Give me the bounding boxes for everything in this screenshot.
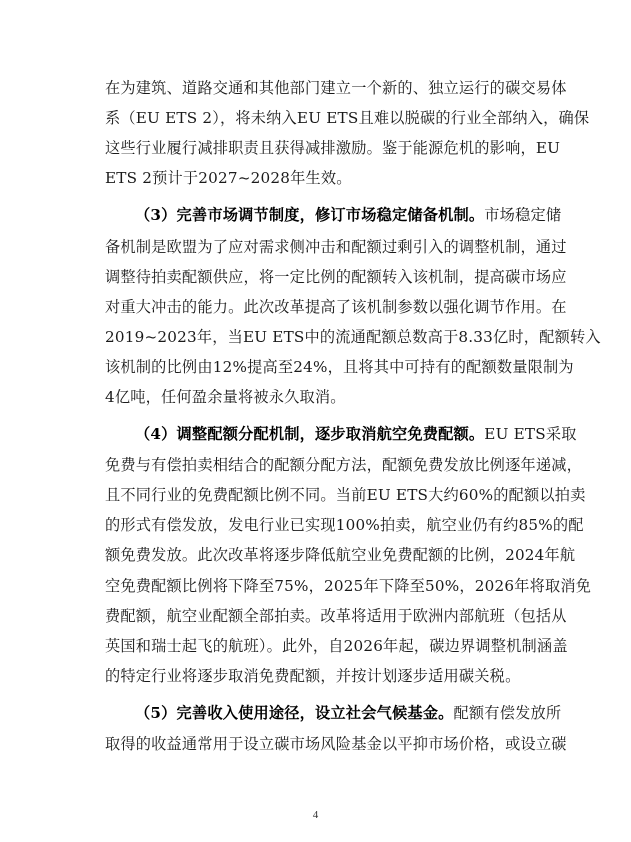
section-heading-4: （4）调整配额分配机制，逐步取消航空免费配额。 [135,425,485,443]
body-line: 的形式有偿发放，发电行业已实现100%拍卖，航空业仍有约85%的配 [105,516,584,534]
body-line: ETS 2预计于2027~2028年生效。 [105,169,352,187]
body-line: 系（EU ETS 2），将未纳入EU ETS且难以脱碳的行业全部纳入，确保 [105,109,590,127]
body-line: 费配额，航空业配额全部拍卖。改革将适用于欧洲内部航班（包括从 [105,607,567,625]
body-line: 空免费配额比例将下降至75%，2025年下降至50%，2026年将取消免 [105,577,592,595]
body-text: EU ETS采取 [484,425,577,443]
body-line: 的特定行业将逐步取消免费配额，并按计划逐步适用碳关税。 [105,667,521,685]
section-heading-3: （3）完善市场调节制度，修订市场稳定储备机制。 [135,206,485,224]
body-line: 4亿吨，任何盈余量将被永久取消。 [105,388,346,406]
section-heading-5: （5）完善收入使用途径，设立社会气候基金。 [135,704,454,722]
body-line: 额免费发放。此次改革将逐步降低航空业免费配额的比例，2024年航 [105,546,576,564]
body-line: 2019~2023年，当EU ETS中的流通配额总数高于8.33亿时，配额转入 [105,328,601,346]
body-line: 这些行业履行减排职责且获得减排激励。鉴于能源危机的影响，EU [105,139,561,157]
body-text: 市场稳定储 [484,206,562,224]
body-line: 免费与有偿拍卖相结合的配额分配方法，配额免费发放比例逐年递减， [105,456,583,474]
paragraph-4-first-line [135,424,577,444]
body-line: 对重大冲击的能力。此次改革提高了该机制参数以强化调节作用。在 [105,298,567,316]
paragraph-3-first-line [135,205,562,225]
body-line: 英国和瑞士起飞的航班）。此外，自2026年起，碳边界调整机制涵盖 [105,637,568,655]
body-line: 取得的收益通常用于设立碳市场风险基金以平抑市场价格，或设立碳 [105,735,567,753]
page-number: 4 [312,809,319,821]
body-text: 配额有偿发放所 [453,704,562,722]
paragraph-5-first-line [135,703,562,723]
body-line: 在为建筑、道路交通和其他部门建立一个新的、独立运行的碳交易体 [105,79,567,97]
body-line: 调整待拍卖配额供应，将一定比例的配额转入该机制，提高碳市场应 [105,268,567,286]
body-line: 备机制是欧盟为了应对需求侧冲击和配额过剩引入的调整机制，通过 [105,238,567,256]
body-line: 且不同行业的免费配额比例不同。当前EU ETS大约60%的配额以拍卖 [105,486,586,504]
body-line: 该机制的比例由12%提高至24%，且将其中可持有的配额数量限制为 [105,358,574,376]
